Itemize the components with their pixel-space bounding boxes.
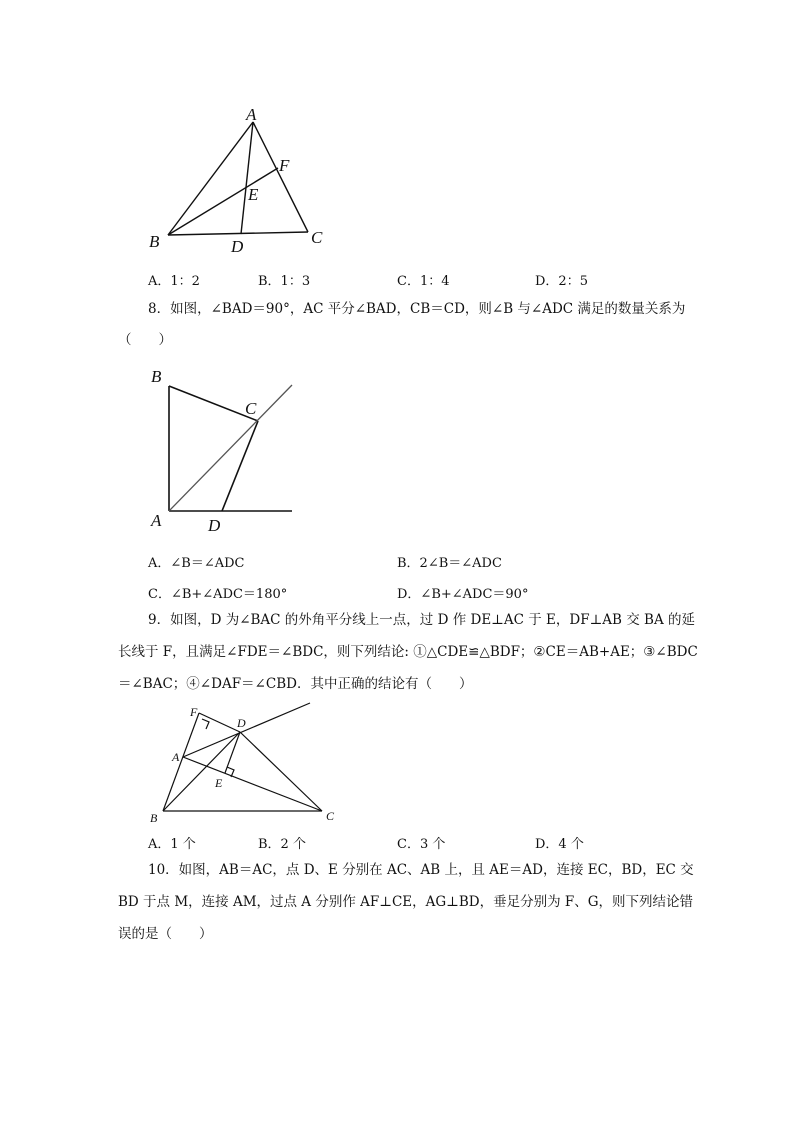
- q7-option-a: A．1：2: [148, 274, 200, 289]
- label-c: C: [326, 809, 335, 823]
- q7-option-d: D．2：5: [535, 274, 588, 289]
- label-b: B: [151, 367, 162, 386]
- label-f: F: [279, 156, 290, 175]
- q10-stem-line1: 10．如图，AB＝AC，点 D、E 分别在 AC、AB 上，且 AE＝AD，连接 EC，BD，EC 交: [148, 862, 694, 878]
- q9-option-d: D．4 个: [535, 837, 584, 852]
- q9-option-a: A．1 个: [148, 837, 196, 852]
- q8-option-c: C．∠B+∠ADC＝180°: [148, 587, 288, 602]
- label-f: F: [190, 705, 198, 719]
- segment-ad: [241, 122, 253, 234]
- segment-bd: [163, 732, 240, 811]
- label-a: A: [172, 750, 180, 764]
- label-c: C: [245, 399, 257, 418]
- label-e: E: [248, 185, 259, 204]
- segment-bc: [168, 232, 308, 235]
- q8-option-d: D．∠B+∠ADC＝90°: [397, 587, 529, 602]
- q10-stem-line3: 误的是（ ）: [118, 926, 213, 942]
- q7-triangle-figure: [140, 100, 340, 260]
- q8-option-b: B．2∠B＝∠ADC: [397, 556, 502, 571]
- segment-ab: [168, 122, 253, 235]
- segment-cd: [222, 421, 258, 511]
- label-d: D: [208, 516, 221, 535]
- right-angle-mark-f: [202, 719, 209, 729]
- q8-stem-line2: （ ）: [118, 332, 172, 348]
- q10-stem-line2: BD 于点 M，连接 AM，过点 A 分别作 AF⊥CE，AG⊥BD，垂足分别为 F、G，则下列结论错: [118, 894, 694, 910]
- q9-triangle-figure: [140, 700, 340, 825]
- segment-fd: [199, 713, 240, 732]
- bisector-ray-ac: [169, 385, 292, 511]
- q8-option-a: A．∠B＝∠ADC: [148, 556, 245, 571]
- q9-option-c: C．3 个: [397, 837, 446, 852]
- q7-option-c: C．1：4: [397, 274, 450, 289]
- q7-option-b: B．1：3: [258, 274, 311, 289]
- label-a: A: [246, 105, 257, 124]
- label-b: B: [150, 811, 158, 825]
- q8-quadrilateral-figure: [140, 360, 310, 540]
- segment-ac: [183, 757, 322, 811]
- segment-dc: [240, 732, 322, 811]
- segment-ac: [253, 122, 308, 232]
- segment-ad-ray: [183, 703, 310, 757]
- segment-bf: [168, 168, 278, 235]
- label-b: B: [149, 232, 160, 251]
- label-d: D: [237, 716, 246, 730]
- label-c: C: [311, 228, 323, 247]
- q9-stem-line1: 9．如图，D 为∠BAC 的外角平分线上一点，过 D 作 DE⊥AC 于 E，DF⊥AB 交 BA 的延: [148, 612, 695, 628]
- q8-stem-line1: 8．如图，∠BAD＝90°，AC 平分∠BAD，CB＝CD，则∠B 与∠ADC 满足的数量关系为: [148, 301, 686, 317]
- label-e: E: [215, 776, 223, 790]
- label-d: D: [231, 237, 244, 256]
- q9-option-b: B．2 个: [258, 837, 306, 852]
- label-a: A: [151, 511, 162, 530]
- q9-stem-line2: 长线于 F，且满足∠FDE＝∠BDC，则下列结论: ①△CDE≌△BDF；②CE＝AB+AE；③∠BDC: [118, 644, 698, 660]
- segment-bf: [163, 713, 199, 811]
- q9-stem-line3: ＝∠BAC；④∠DAF＝∠CBD．其中正确的结论有（ ）: [118, 676, 473, 692]
